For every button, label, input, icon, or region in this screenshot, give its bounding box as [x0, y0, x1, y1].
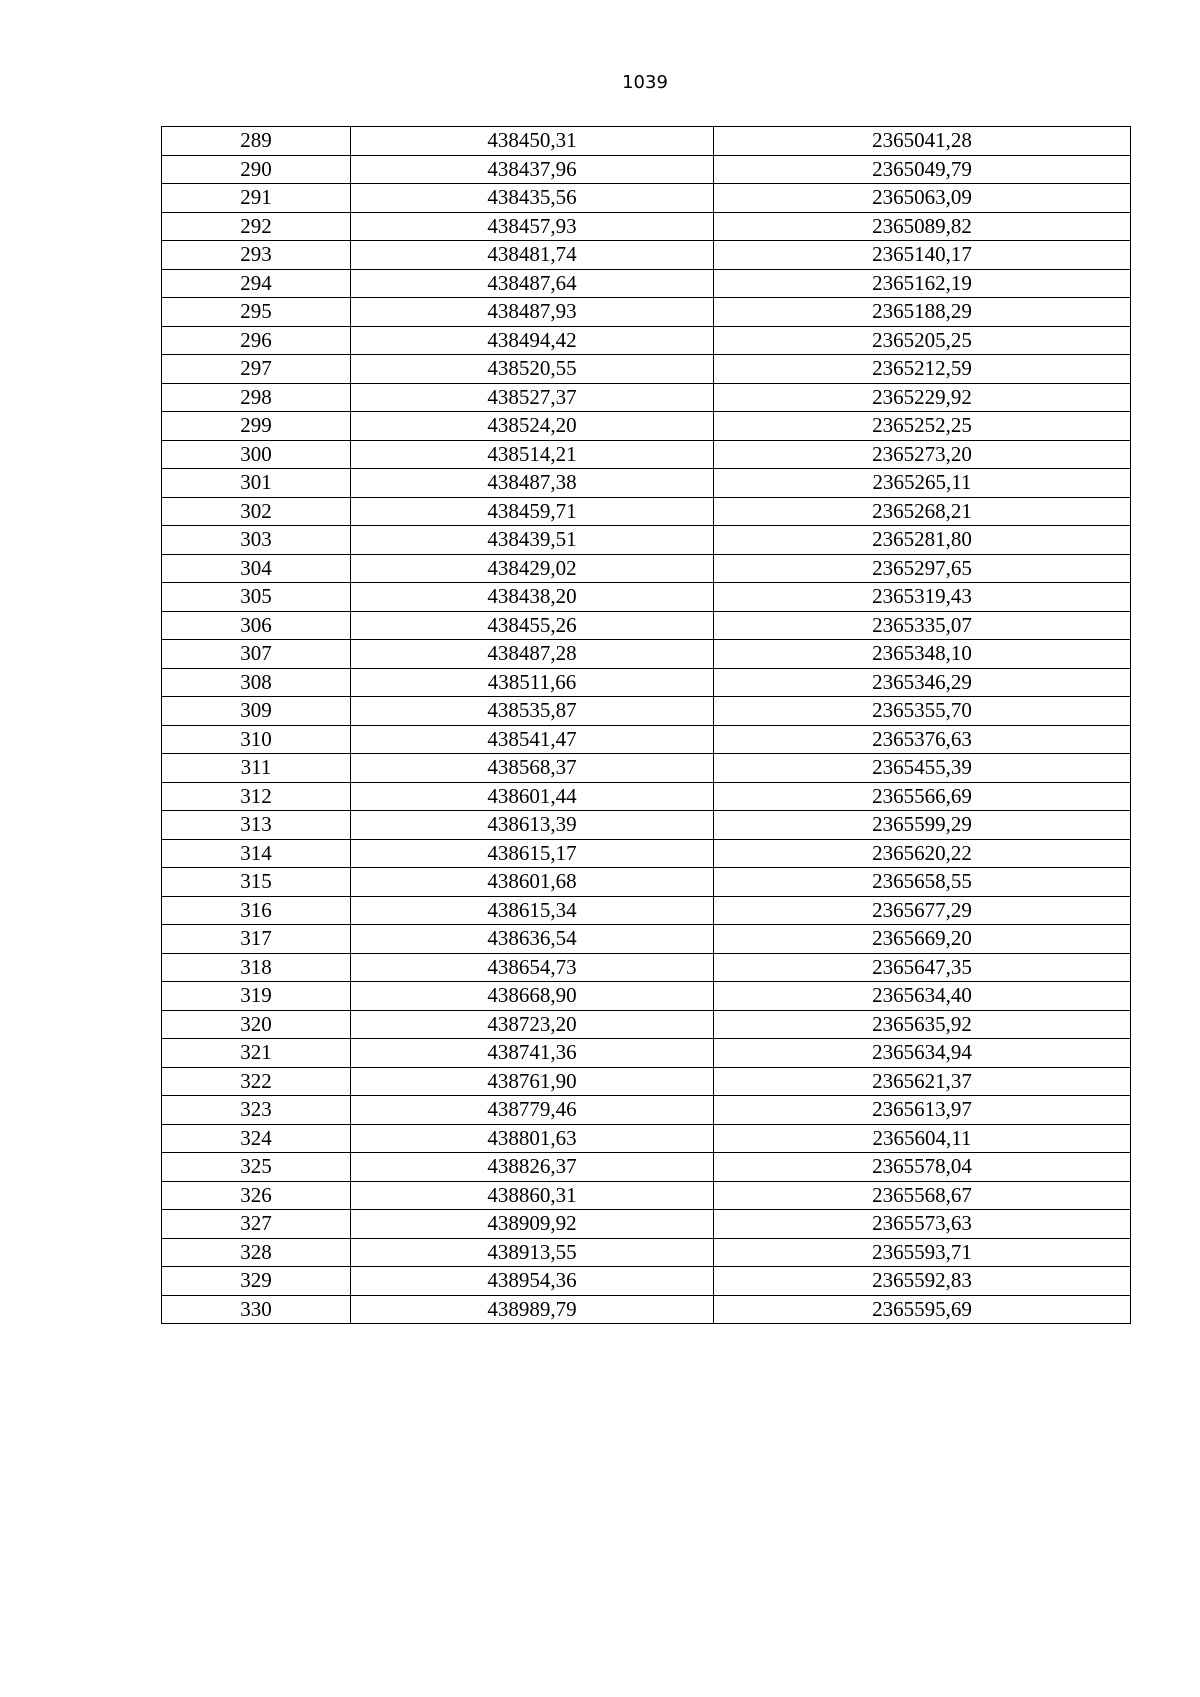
y-coordinate-cell: 2365265,11	[714, 469, 1131, 498]
x-coordinate-cell: 438435,56	[351, 184, 714, 213]
table-row	[162, 896, 1131, 925]
y-coordinate-cell: 2365273,20	[714, 440, 1131, 469]
table-row	[162, 554, 1131, 583]
table-row	[162, 640, 1131, 669]
x-coordinate-cell: 438487,64	[351, 269, 714, 298]
x-coordinate-cell: 438450,31	[351, 127, 714, 156]
x-coordinate-cell: 438511,66	[351, 668, 714, 697]
x-coordinate-cell: 438954,36	[351, 1267, 714, 1296]
y-coordinate-cell: 2365140,17	[714, 241, 1131, 270]
y-coordinate-cell: 2365566,69	[714, 782, 1131, 811]
point-number-cell: 325	[162, 1153, 351, 1182]
x-coordinate-cell: 438457,93	[351, 212, 714, 241]
table-row	[162, 1267, 1131, 1296]
x-coordinate-cell: 438524,20	[351, 412, 714, 441]
table-row	[162, 127, 1131, 156]
y-coordinate-cell: 2365620,22	[714, 839, 1131, 868]
point-number-cell: 291	[162, 184, 351, 213]
point-number-cell: 308	[162, 668, 351, 697]
x-coordinate-cell: 438668,90	[351, 982, 714, 1011]
table-row	[162, 1295, 1131, 1324]
x-coordinate-cell: 438723,20	[351, 1010, 714, 1039]
y-coordinate-cell: 2365592,83	[714, 1267, 1131, 1296]
y-coordinate-cell: 2365212,59	[714, 355, 1131, 384]
table-row	[162, 184, 1131, 213]
x-coordinate-cell: 438514,21	[351, 440, 714, 469]
table-row	[162, 326, 1131, 355]
y-coordinate-cell: 2365346,29	[714, 668, 1131, 697]
x-coordinate-cell: 438601,44	[351, 782, 714, 811]
page-number: 1039	[622, 72, 668, 93]
coordinates-table-body	[162, 127, 1131, 1324]
table-row	[162, 440, 1131, 469]
table-row	[162, 697, 1131, 726]
y-coordinate-cell: 2365281,80	[714, 526, 1131, 555]
y-coordinate-cell: 2365319,43	[714, 583, 1131, 612]
y-coordinate-cell: 2365041,28	[714, 127, 1131, 156]
point-number-cell: 294	[162, 269, 351, 298]
coordinates-table	[161, 126, 1131, 1324]
point-number-cell: 320	[162, 1010, 351, 1039]
point-number-cell: 292	[162, 212, 351, 241]
point-number-cell: 301	[162, 469, 351, 498]
point-number-cell: 305	[162, 583, 351, 612]
point-number-cell: 307	[162, 640, 351, 669]
point-number-cell: 318	[162, 953, 351, 982]
point-number-cell: 303	[162, 526, 351, 555]
x-coordinate-cell: 438487,28	[351, 640, 714, 669]
y-coordinate-cell: 2365162,19	[714, 269, 1131, 298]
y-coordinate-cell: 2365647,35	[714, 953, 1131, 982]
x-coordinate-cell: 438601,68	[351, 868, 714, 897]
x-coordinate-cell: 438481,74	[351, 241, 714, 270]
x-coordinate-cell: 438913,55	[351, 1238, 714, 1267]
y-coordinate-cell: 2365677,29	[714, 896, 1131, 925]
y-coordinate-cell: 2365229,92	[714, 383, 1131, 412]
y-coordinate-cell: 2365635,92	[714, 1010, 1131, 1039]
y-coordinate-cell: 2365599,29	[714, 811, 1131, 840]
point-number-cell: 326	[162, 1181, 351, 1210]
table-row	[162, 383, 1131, 412]
x-coordinate-cell: 438455,26	[351, 611, 714, 640]
x-coordinate-cell: 438826,37	[351, 1153, 714, 1182]
y-coordinate-cell: 2365063,09	[714, 184, 1131, 213]
x-coordinate-cell: 438636,54	[351, 925, 714, 954]
x-coordinate-cell: 438761,90	[351, 1067, 714, 1096]
point-number-cell: 289	[162, 127, 351, 156]
y-coordinate-cell: 2365376,63	[714, 725, 1131, 754]
x-coordinate-cell: 438429,02	[351, 554, 714, 583]
table-row	[162, 497, 1131, 526]
y-coordinate-cell: 2365578,04	[714, 1153, 1131, 1182]
y-coordinate-cell: 2365252,25	[714, 412, 1131, 441]
table-row	[162, 298, 1131, 327]
point-number-cell: 296	[162, 326, 351, 355]
y-coordinate-cell: 2365669,20	[714, 925, 1131, 954]
point-number-cell: 315	[162, 868, 351, 897]
point-number-cell: 300	[162, 440, 351, 469]
point-number-cell: 329	[162, 1267, 351, 1296]
table-row	[162, 241, 1131, 270]
y-coordinate-cell: 2365355,70	[714, 697, 1131, 726]
x-coordinate-cell: 438989,79	[351, 1295, 714, 1324]
point-number-cell: 304	[162, 554, 351, 583]
x-coordinate-cell: 438520,55	[351, 355, 714, 384]
x-coordinate-cell: 438568,37	[351, 754, 714, 783]
y-coordinate-cell: 2365455,39	[714, 754, 1131, 783]
x-coordinate-cell: 438494,42	[351, 326, 714, 355]
point-number-cell: 312	[162, 782, 351, 811]
x-coordinate-cell: 438438,20	[351, 583, 714, 612]
x-coordinate-cell: 438535,87	[351, 697, 714, 726]
x-coordinate-cell: 438909,92	[351, 1210, 714, 1239]
table-row	[162, 1039, 1131, 1068]
table-row	[162, 355, 1131, 384]
y-coordinate-cell: 2365604,11	[714, 1124, 1131, 1153]
table-row	[162, 469, 1131, 498]
y-coordinate-cell: 2365335,07	[714, 611, 1131, 640]
y-coordinate-cell: 2365049,79	[714, 155, 1131, 184]
table-row	[162, 1124, 1131, 1153]
table-row	[162, 1181, 1131, 1210]
y-coordinate-cell: 2365658,55	[714, 868, 1131, 897]
table-row	[162, 953, 1131, 982]
point-number-cell: 311	[162, 754, 351, 783]
table-row	[162, 811, 1131, 840]
table-row	[162, 782, 1131, 811]
x-coordinate-cell: 438487,38	[351, 469, 714, 498]
table-row	[162, 725, 1131, 754]
point-number-cell: 319	[162, 982, 351, 1011]
x-coordinate-cell: 438615,34	[351, 896, 714, 925]
table-row	[162, 1238, 1131, 1267]
table-row	[162, 754, 1131, 783]
table-row	[162, 668, 1131, 697]
y-coordinate-cell: 2365634,40	[714, 982, 1131, 1011]
point-number-cell: 310	[162, 725, 351, 754]
point-number-cell: 299	[162, 412, 351, 441]
table-row	[162, 611, 1131, 640]
table-row	[162, 212, 1131, 241]
point-number-cell: 317	[162, 925, 351, 954]
point-number-cell: 322	[162, 1067, 351, 1096]
x-coordinate-cell: 438613,39	[351, 811, 714, 840]
x-coordinate-cell: 438801,63	[351, 1124, 714, 1153]
y-coordinate-cell: 2365621,37	[714, 1067, 1131, 1096]
table-row	[162, 1067, 1131, 1096]
point-number-cell: 314	[162, 839, 351, 868]
table-row	[162, 583, 1131, 612]
table-row	[162, 1153, 1131, 1182]
table-row	[162, 982, 1131, 1011]
table-row	[162, 155, 1131, 184]
x-coordinate-cell: 438437,96	[351, 155, 714, 184]
y-coordinate-cell: 2365634,94	[714, 1039, 1131, 1068]
y-coordinate-cell: 2365089,82	[714, 212, 1131, 241]
y-coordinate-cell: 2365297,65	[714, 554, 1131, 583]
y-coordinate-cell: 2365188,29	[714, 298, 1131, 327]
point-number-cell: 316	[162, 896, 351, 925]
x-coordinate-cell: 438527,37	[351, 383, 714, 412]
table-row	[162, 1210, 1131, 1239]
point-number-cell: 297	[162, 355, 351, 384]
x-coordinate-cell: 438487,93	[351, 298, 714, 327]
table-row	[162, 925, 1131, 954]
y-coordinate-cell: 2365613,97	[714, 1096, 1131, 1125]
point-number-cell: 324	[162, 1124, 351, 1153]
point-number-cell: 323	[162, 1096, 351, 1125]
table-row	[162, 526, 1131, 555]
point-number-cell: 290	[162, 155, 351, 184]
y-coordinate-cell: 2365205,25	[714, 326, 1131, 355]
y-coordinate-cell: 2365595,69	[714, 1295, 1131, 1324]
table-row	[162, 839, 1131, 868]
point-number-cell: 293	[162, 241, 351, 270]
table-row	[162, 868, 1131, 897]
point-number-cell: 330	[162, 1295, 351, 1324]
point-number-cell: 302	[162, 497, 351, 526]
x-coordinate-cell: 438654,73	[351, 953, 714, 982]
y-coordinate-cell: 2365268,21	[714, 497, 1131, 526]
point-number-cell: 327	[162, 1210, 351, 1239]
x-coordinate-cell: 438541,47	[351, 725, 714, 754]
point-number-cell: 309	[162, 697, 351, 726]
x-coordinate-cell: 438860,31	[351, 1181, 714, 1210]
x-coordinate-cell: 438779,46	[351, 1096, 714, 1125]
table-row	[162, 412, 1131, 441]
point-number-cell: 313	[162, 811, 351, 840]
table-row	[162, 1010, 1131, 1039]
x-coordinate-cell: 438439,51	[351, 526, 714, 555]
table-row	[162, 1096, 1131, 1125]
x-coordinate-cell: 438615,17	[351, 839, 714, 868]
point-number-cell: 295	[162, 298, 351, 327]
y-coordinate-cell: 2365593,71	[714, 1238, 1131, 1267]
point-number-cell: 298	[162, 383, 351, 412]
point-number-cell: 321	[162, 1039, 351, 1068]
y-coordinate-cell: 2365568,67	[714, 1181, 1131, 1210]
x-coordinate-cell: 438741,36	[351, 1039, 714, 1068]
y-coordinate-cell: 2365573,63	[714, 1210, 1131, 1239]
point-number-cell: 328	[162, 1238, 351, 1267]
x-coordinate-cell: 438459,71	[351, 497, 714, 526]
point-number-cell: 306	[162, 611, 351, 640]
y-coordinate-cell: 2365348,10	[714, 640, 1131, 669]
table-row	[162, 269, 1131, 298]
